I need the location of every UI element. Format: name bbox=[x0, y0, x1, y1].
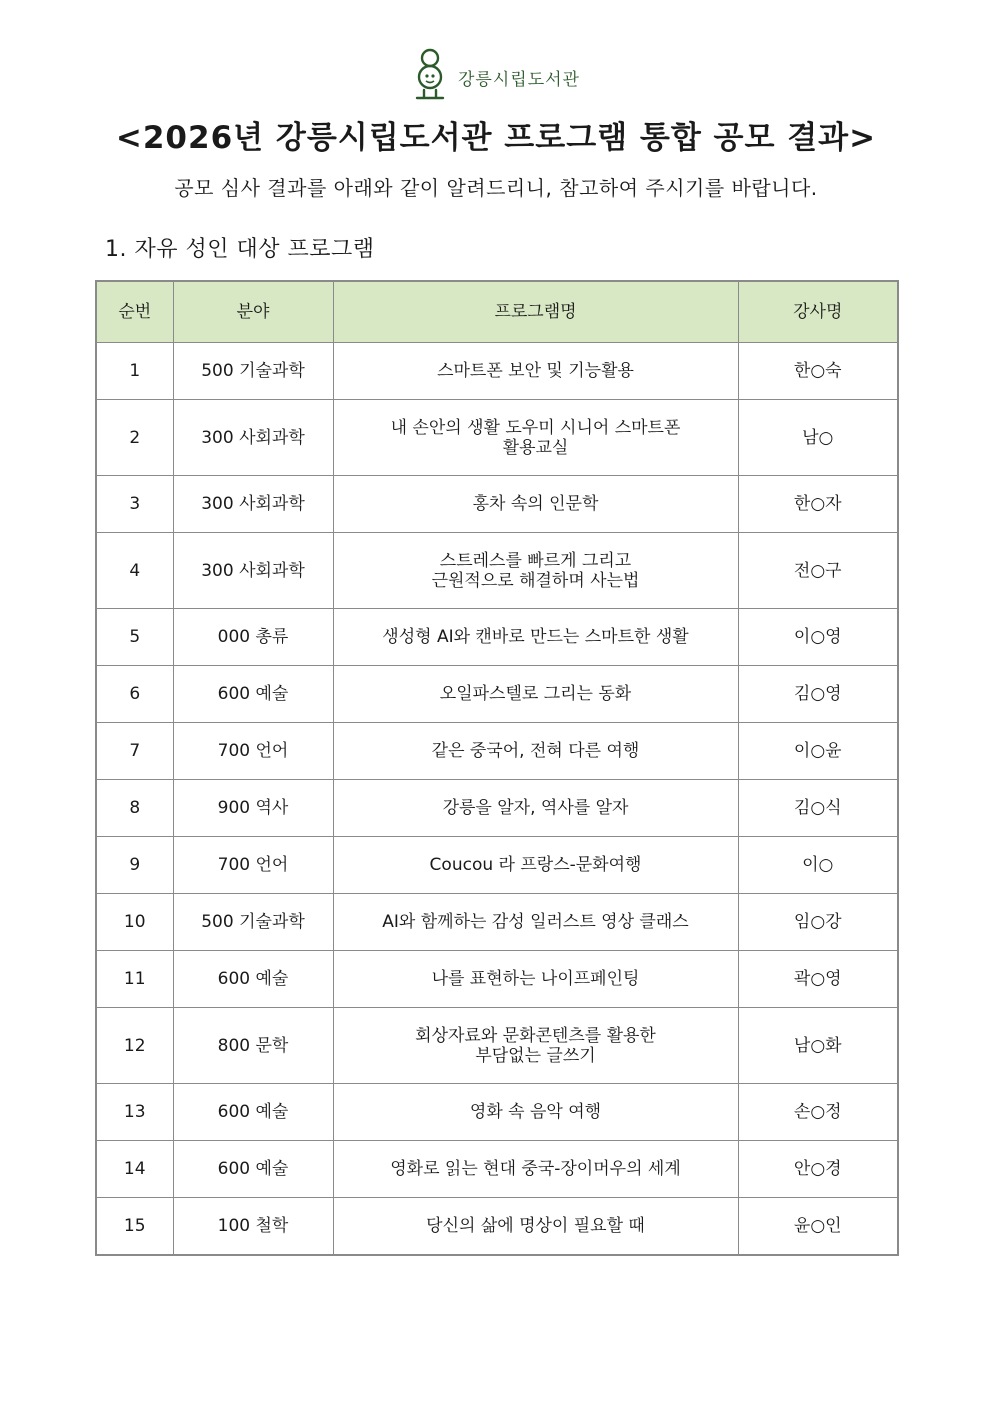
row-instructor: 남○ bbox=[738, 400, 898, 476]
row-instructor: 안○경 bbox=[738, 1141, 898, 1198]
row-number: 8 bbox=[96, 780, 173, 837]
row-program bbox=[333, 400, 738, 476]
row-program bbox=[333, 476, 738, 533]
program-line: 생성형 AI와 캔바로 만드는 스마트한 생활 bbox=[382, 627, 689, 647]
program-line: 부담없는 글쓰기 bbox=[475, 1045, 596, 1066]
table-row bbox=[96, 780, 898, 837]
program-line: 근원적으로 해결하며 사는법 bbox=[431, 570, 640, 591]
program-line: 스트레스를 빠르게 그리고 bbox=[439, 550, 632, 571]
program-line: 회상자료와 문화콘텐츠를 활용한 bbox=[415, 1025, 656, 1046]
row-field: 300 사회과학 bbox=[173, 400, 333, 476]
row-field: 700 언어 bbox=[173, 837, 333, 894]
table-row bbox=[96, 476, 898, 533]
row-field: 600 예술 bbox=[173, 951, 333, 1008]
row-program bbox=[333, 533, 738, 609]
program-line: 나를 표현하는 나이프페인팅 bbox=[431, 969, 640, 989]
row-number: 12 bbox=[96, 1008, 173, 1084]
row-field: 300 사회과학 bbox=[173, 533, 333, 609]
row-instructor: 남○화 bbox=[738, 1008, 898, 1084]
row-instructor: 김○영 bbox=[738, 666, 898, 723]
program-line: AI와 함께하는 감성 일러스트 영상 클래스 bbox=[382, 912, 689, 932]
row-field: 500 기술과학 bbox=[173, 343, 333, 400]
logo-text: 강릉시립도서관 bbox=[458, 69, 580, 90]
program-line: 내 손안의 생활 도우미 시니어 스마트폰 bbox=[390, 417, 681, 438]
program-line: 영화로 읽는 현대 중국-장이머우의 세계 bbox=[390, 1159, 681, 1179]
row-program bbox=[333, 1084, 738, 1141]
row-number: 14 bbox=[96, 1141, 173, 1198]
row-field: 600 예술 bbox=[173, 1141, 333, 1198]
program-line: 스마트폰 보안 및 기능활용 bbox=[437, 361, 634, 381]
row-program bbox=[333, 666, 738, 723]
library-logo bbox=[412, 44, 580, 106]
table-row bbox=[96, 894, 898, 951]
row-instructor: 윤○인 bbox=[738, 1198, 898, 1256]
header-program: 프로그램명 bbox=[333, 281, 738, 343]
row-instructor: 이○영 bbox=[738, 609, 898, 666]
page-subtitle: 공모 심사 결과를 아래와 같이 알려드리니, 참고하여 주시기를 바랍니다. bbox=[174, 176, 818, 200]
row-number: 6 bbox=[96, 666, 173, 723]
row-program bbox=[333, 343, 738, 400]
table-row bbox=[96, 666, 898, 723]
row-program bbox=[333, 723, 738, 780]
row-number: 11 bbox=[96, 951, 173, 1008]
row-program bbox=[333, 609, 738, 666]
section-title: 1. 자유 성인 대상 프로그램 bbox=[105, 237, 375, 262]
row-field: 600 예술 bbox=[173, 1084, 333, 1141]
program-line: 당신의 삶에 명상이 필요할 때 bbox=[426, 1216, 645, 1236]
program-line: 활용교실 bbox=[502, 437, 569, 458]
program-line: 같은 중국어, 전혀 다른 여행 bbox=[431, 741, 640, 761]
row-instructor: 임○강 bbox=[738, 894, 898, 951]
row-number: 1 bbox=[96, 343, 173, 400]
page-title: <2026년 강릉시립도서관 프로그램 통합 공모 결과> bbox=[115, 120, 877, 156]
row-field: 600 예술 bbox=[173, 666, 333, 723]
row-program bbox=[333, 1008, 738, 1084]
program-line: 홍차 속의 인문학 bbox=[472, 494, 599, 514]
row-instructor: 김○식 bbox=[738, 780, 898, 837]
table-row bbox=[96, 1008, 898, 1084]
row-number: 5 bbox=[96, 609, 173, 666]
row-program bbox=[333, 951, 738, 1008]
row-instructor: 손○정 bbox=[738, 1084, 898, 1141]
row-number: 7 bbox=[96, 723, 173, 780]
table-row bbox=[96, 533, 898, 609]
row-field: 100 철학 bbox=[173, 1198, 333, 1256]
row-instructor: 한○자 bbox=[738, 476, 898, 533]
row-program bbox=[333, 894, 738, 951]
row-field: 300 사회과학 bbox=[173, 476, 333, 533]
row-number: 13 bbox=[96, 1084, 173, 1141]
table-row bbox=[96, 723, 898, 780]
program-line: 영화 속 음악 여행 bbox=[469, 1102, 602, 1122]
table-row bbox=[96, 951, 898, 1008]
row-program bbox=[333, 780, 738, 837]
row-field: 800 문학 bbox=[173, 1008, 333, 1084]
results-table bbox=[95, 280, 899, 1256]
table-body bbox=[96, 343, 898, 1256]
row-field: 700 언어 bbox=[173, 723, 333, 780]
program-line: 강릉을 알자, 역사를 알자 bbox=[442, 798, 629, 818]
program-line: Coucou 라 프랑스-문화여행 bbox=[429, 855, 642, 875]
row-field: 000 총류 bbox=[173, 609, 333, 666]
header-instructor: 강사명 bbox=[738, 281, 898, 343]
row-number: 9 bbox=[96, 837, 173, 894]
row-number: 3 bbox=[96, 476, 173, 533]
table-row bbox=[96, 837, 898, 894]
row-instructor: 전○구 bbox=[738, 533, 898, 609]
row-number: 10 bbox=[96, 894, 173, 951]
table-row bbox=[96, 343, 898, 400]
row-number: 4 bbox=[96, 533, 173, 609]
table-row bbox=[96, 1198, 898, 1256]
table-row bbox=[96, 609, 898, 666]
row-program bbox=[333, 837, 738, 894]
table-row bbox=[96, 1141, 898, 1198]
row-number: 15 bbox=[96, 1198, 173, 1256]
row-instructor: 곽○영 bbox=[738, 951, 898, 1008]
header-number: 순번 bbox=[96, 281, 173, 343]
table-row bbox=[96, 1084, 898, 1141]
table-row bbox=[96, 400, 898, 476]
row-field: 900 역사 bbox=[173, 780, 333, 837]
library-mascot-icon bbox=[412, 44, 448, 106]
row-field: 500 기술과학 bbox=[173, 894, 333, 951]
row-instructor: 이○ bbox=[738, 837, 898, 894]
program-line: 오일파스텔로 그리는 동화 bbox=[439, 684, 632, 704]
header-field: 분야 bbox=[173, 281, 333, 343]
row-instructor: 이○윤 bbox=[738, 723, 898, 780]
table-header-row bbox=[96, 281, 898, 343]
row-number: 2 bbox=[96, 400, 173, 476]
row-program bbox=[333, 1198, 738, 1256]
row-instructor: 한○숙 bbox=[738, 343, 898, 400]
row-program bbox=[333, 1141, 738, 1198]
